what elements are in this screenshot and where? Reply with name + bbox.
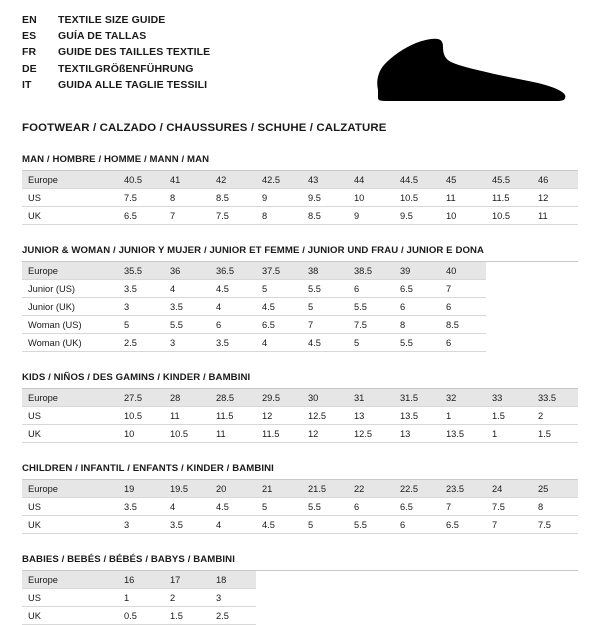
size-cell: 8.5: [440, 316, 486, 334]
size-cell: [486, 298, 532, 316]
row-label: US: [22, 498, 118, 516]
size-cell: [486, 334, 532, 352]
size-cell: [486, 262, 532, 280]
size-cell: 11: [440, 189, 486, 207]
size-cell: 8: [394, 316, 440, 334]
size-cell: 32: [440, 389, 486, 407]
size-cell: [302, 571, 348, 589]
table-row: [22, 298, 578, 316]
size-cell: 40: [440, 262, 486, 280]
size-cell: [532, 334, 578, 352]
size-cell: 5.5: [348, 516, 394, 534]
size-cell: 42.5: [256, 171, 302, 189]
size-cell: 5: [348, 334, 394, 352]
size-table: [22, 389, 578, 443]
size-cell: 10: [440, 207, 486, 225]
size-cell: 6: [394, 516, 440, 534]
language-title: GUIDE DES TAILLES TEXTILE: [58, 46, 211, 59]
size-cell: 16: [118, 571, 164, 589]
size-cell: [486, 589, 532, 607]
size-cell: 11: [532, 207, 578, 225]
language-code: ES: [22, 30, 37, 43]
size-cell: 7.5: [348, 316, 394, 334]
size-cell: 11: [210, 425, 256, 443]
size-cell: 17: [164, 571, 210, 589]
size-cell: [532, 298, 578, 316]
size-cell: [532, 589, 578, 607]
size-cell: 13: [348, 407, 394, 425]
language-title: TEXTILGRÖßENFÜHRUNG: [58, 62, 194, 75]
size-group-heading: CHILDREN / INFANTIL / ENFANTS / KINDER / BAMBINI: [22, 463, 578, 480]
size-cell: [532, 280, 578, 298]
size-cell: 1.5: [532, 425, 578, 443]
size-cell: 6.5: [440, 516, 486, 534]
size-cell: 7: [302, 316, 348, 334]
size-cell: 6.5: [256, 316, 302, 334]
size-cell: 43: [302, 171, 348, 189]
dress-shoe-icon: [372, 34, 572, 104]
size-cell: 22.5: [394, 480, 440, 498]
size-cell: 27.5: [118, 389, 164, 407]
size-cell: 11.5: [210, 407, 256, 425]
size-cell: 4.5: [210, 280, 256, 298]
size-cell: 21: [256, 480, 302, 498]
size-cell: 31: [348, 389, 394, 407]
size-cell: 46: [532, 171, 578, 189]
size-cell: 4.5: [256, 516, 302, 534]
row-label: UK: [22, 607, 118, 625]
size-cell: 19.5: [164, 480, 210, 498]
size-cell: 36: [164, 262, 210, 280]
table-row: [22, 498, 578, 516]
language-code: DE: [22, 62, 37, 75]
size-cell: 5.5: [394, 334, 440, 352]
size-cell: 6: [348, 280, 394, 298]
size-group-heading: JUNIOR & WOMAN / JUNIOR Y MUJER / JUNIOR ET FEMME / JUNIOR UND FRAU / JUNIOR E DONA: [22, 245, 578, 262]
size-cell: 45.5: [486, 171, 532, 189]
size-group-heading: KIDS / NIÑOS / DES GAMINS / KINDER / BAMBINI: [22, 372, 578, 389]
size-cell: [440, 589, 486, 607]
size-cell: 4.5: [210, 498, 256, 516]
size-cell: [348, 607, 394, 625]
size-cell: 28: [164, 389, 210, 407]
size-cell: 33: [486, 389, 532, 407]
size-cell: 7: [440, 498, 486, 516]
size-cell: 44.5: [394, 171, 440, 189]
size-group: [22, 154, 578, 225]
size-cell: 1: [118, 589, 164, 607]
size-cell: [486, 571, 532, 589]
table-row: [22, 334, 578, 352]
size-cell: 1.5: [486, 407, 532, 425]
size-cell: 24: [486, 480, 532, 498]
size-cell: 19: [118, 480, 164, 498]
size-cell: 13.5: [394, 407, 440, 425]
size-cell: 28.5: [210, 389, 256, 407]
size-cell: 4: [210, 298, 256, 316]
size-cell: 10.5: [394, 189, 440, 207]
table-row: [22, 171, 578, 189]
size-cell: 6: [394, 298, 440, 316]
size-cell: 4.5: [302, 334, 348, 352]
row-label: Junior (US): [22, 280, 118, 298]
size-cell: 41: [164, 171, 210, 189]
size-cell: 6: [440, 334, 486, 352]
size-group-heading: MAN / HOMBRE / HOMME / MANN / MAN: [22, 154, 578, 171]
size-cell: 40.5: [118, 171, 164, 189]
row-label: UK: [22, 207, 118, 225]
size-group: [22, 372, 578, 443]
size-group: [22, 245, 578, 352]
size-cell: 13.5: [440, 425, 486, 443]
size-cell: 39: [394, 262, 440, 280]
size-table: [22, 262, 578, 352]
size-cell: 7: [440, 280, 486, 298]
size-cell: 10: [348, 189, 394, 207]
size-cell: 8: [164, 189, 210, 207]
size-cell: 6.5: [394, 280, 440, 298]
size-cell: [532, 262, 578, 280]
size-cell: 7.5: [118, 189, 164, 207]
row-label: Europe: [22, 389, 118, 407]
size-cell: 5.5: [302, 280, 348, 298]
size-cell: 36.5: [210, 262, 256, 280]
size-cell: [302, 589, 348, 607]
table-row: [22, 607, 578, 625]
size-cell: 6: [440, 298, 486, 316]
size-cell: [348, 571, 394, 589]
size-cell: 9.5: [394, 207, 440, 225]
size-group: [22, 554, 578, 625]
size-cell: [394, 571, 440, 589]
size-cell: [486, 607, 532, 625]
size-cell: 45: [440, 171, 486, 189]
size-cell: [394, 589, 440, 607]
size-cell: 29.5: [256, 389, 302, 407]
row-label: Europe: [22, 262, 118, 280]
size-cell: 10: [118, 425, 164, 443]
size-cell: 6: [348, 498, 394, 516]
row-label: Europe: [22, 171, 118, 189]
size-cell: 11.5: [486, 189, 532, 207]
size-cell: 10.5: [118, 407, 164, 425]
size-cell: 5.5: [302, 498, 348, 516]
size-cell: 5: [256, 498, 302, 516]
size-cell: 3.5: [164, 298, 210, 316]
size-cell: 1: [440, 407, 486, 425]
size-cell: 44: [348, 171, 394, 189]
language-title: TEXTILE SIZE GUIDE: [58, 14, 166, 26]
size-cell: 12: [302, 425, 348, 443]
table-row: [22, 316, 578, 334]
table-row: [22, 280, 578, 298]
language-title: GUÍA DE TALLAS: [58, 30, 147, 43]
row-label: Woman (UK): [22, 334, 118, 352]
size-cell: 10.5: [486, 207, 532, 225]
size-cell: 6: [210, 316, 256, 334]
row-label: Europe: [22, 571, 118, 589]
size-cell: 3.5: [210, 334, 256, 352]
size-cell: 12.5: [348, 425, 394, 443]
table-row: [22, 480, 578, 498]
size-cell: 21.5: [302, 480, 348, 498]
size-cell: 2: [164, 589, 210, 607]
table-row: [22, 425, 578, 443]
row-label: Europe: [22, 480, 118, 498]
size-cell: 7: [164, 207, 210, 225]
size-cell: 35.5: [118, 262, 164, 280]
size-cell: 12.5: [302, 407, 348, 425]
page-title: FOOTWEAR / CALZADO / CHAUSSURES / SCHUHE / CALZATURE: [22, 122, 387, 134]
size-cell: 25: [532, 480, 578, 498]
size-cell: 8: [256, 207, 302, 225]
size-cell: 5.5: [164, 316, 210, 334]
size-cell: 7.5: [486, 498, 532, 516]
size-cell: 7: [486, 516, 532, 534]
size-cell: 12: [532, 189, 578, 207]
size-cell: [486, 280, 532, 298]
size-cell: 0.5: [118, 607, 164, 625]
size-table: [22, 480, 578, 534]
document-header: [22, 14, 578, 106]
size-cell: 37.5: [256, 262, 302, 280]
size-cell: 11: [164, 407, 210, 425]
table-row: [22, 189, 578, 207]
size-cell: 4: [164, 498, 210, 516]
size-cell: 3.5: [118, 498, 164, 516]
size-cell: 4: [256, 334, 302, 352]
size-cell: 5: [256, 280, 302, 298]
table-row: [22, 389, 578, 407]
size-cell: 31.5: [394, 389, 440, 407]
size-cell: 9: [256, 189, 302, 207]
row-label: UK: [22, 516, 118, 534]
row-label: Woman (US): [22, 316, 118, 334]
row-label: US: [22, 589, 118, 607]
table-row: [22, 262, 578, 280]
size-cell: 3: [164, 334, 210, 352]
size-cell: 1: [486, 425, 532, 443]
size-cell: 2: [532, 407, 578, 425]
size-cell: 8.5: [210, 189, 256, 207]
size-cell: 18: [210, 571, 256, 589]
size-cell: 3.5: [164, 516, 210, 534]
size-cell: [348, 589, 394, 607]
size-cell: 7.5: [210, 207, 256, 225]
size-cell: 1.5: [164, 607, 210, 625]
table-row: [22, 571, 578, 589]
size-group: [22, 463, 578, 534]
language-code: EN: [22, 14, 37, 26]
size-cell: 6.5: [394, 498, 440, 516]
size-cell: [256, 607, 302, 625]
size-cell: 3.5: [118, 280, 164, 298]
size-cell: [532, 316, 578, 334]
size-cell: 9.5: [302, 189, 348, 207]
size-cell: 12: [256, 407, 302, 425]
size-cell: [302, 607, 348, 625]
size-cell: [532, 607, 578, 625]
size-cell: 8: [532, 498, 578, 516]
language-row: [22, 14, 578, 30]
table-row: [22, 407, 578, 425]
size-cell: 2.5: [118, 334, 164, 352]
row-label: Junior (UK): [22, 298, 118, 316]
size-cell: 22: [348, 480, 394, 498]
size-cell: [486, 316, 532, 334]
language-code: IT: [22, 78, 32, 91]
size-cell: [256, 571, 302, 589]
size-cell: 33.5: [532, 389, 578, 407]
size-cell: 9: [348, 207, 394, 225]
size-cell: 5: [302, 298, 348, 316]
size-cell: 7.5: [532, 516, 578, 534]
size-cell: 38: [302, 262, 348, 280]
size-cell: 4: [164, 280, 210, 298]
size-cell: 3: [118, 298, 164, 316]
size-table: [22, 171, 578, 225]
size-cell: 2.5: [210, 607, 256, 625]
size-cell: 3: [118, 516, 164, 534]
size-cell: 5: [118, 316, 164, 334]
size-cell: [256, 589, 302, 607]
language-code: FR: [22, 46, 37, 59]
size-cell: [440, 607, 486, 625]
size-cell: 10.5: [164, 425, 210, 443]
size-cell: 4: [210, 516, 256, 534]
row-label: UK: [22, 425, 118, 443]
size-table: [22, 571, 578, 625]
size-cell: 3: [210, 589, 256, 607]
size-cell: 5: [302, 516, 348, 534]
row-label: US: [22, 407, 118, 425]
size-cell: 23.5: [440, 480, 486, 498]
row-label: US: [22, 189, 118, 207]
size-cell: 30: [302, 389, 348, 407]
size-cell: [532, 571, 578, 589]
size-cell: 20: [210, 480, 256, 498]
size-cell: 11.5: [256, 425, 302, 443]
size-cell: 13: [394, 425, 440, 443]
size-cell: 4.5: [256, 298, 302, 316]
size-cell: 38.5: [348, 262, 394, 280]
table-row: [22, 589, 578, 607]
size-group-heading: BABIES / BEBÉS / BÉBÉS / BABYS / BAMBINI: [22, 554, 578, 571]
size-cell: 5.5: [348, 298, 394, 316]
table-row: [22, 207, 578, 225]
size-cell: 42: [210, 171, 256, 189]
size-cell: 8.5: [302, 207, 348, 225]
size-cell: [440, 571, 486, 589]
language-title: GUIDA ALLE TAGLIE TESSILI: [58, 78, 208, 91]
size-cell: [394, 607, 440, 625]
table-row: [22, 516, 578, 534]
size-cell: 6.5: [118, 207, 164, 225]
size-tables-root: [22, 154, 578, 625]
